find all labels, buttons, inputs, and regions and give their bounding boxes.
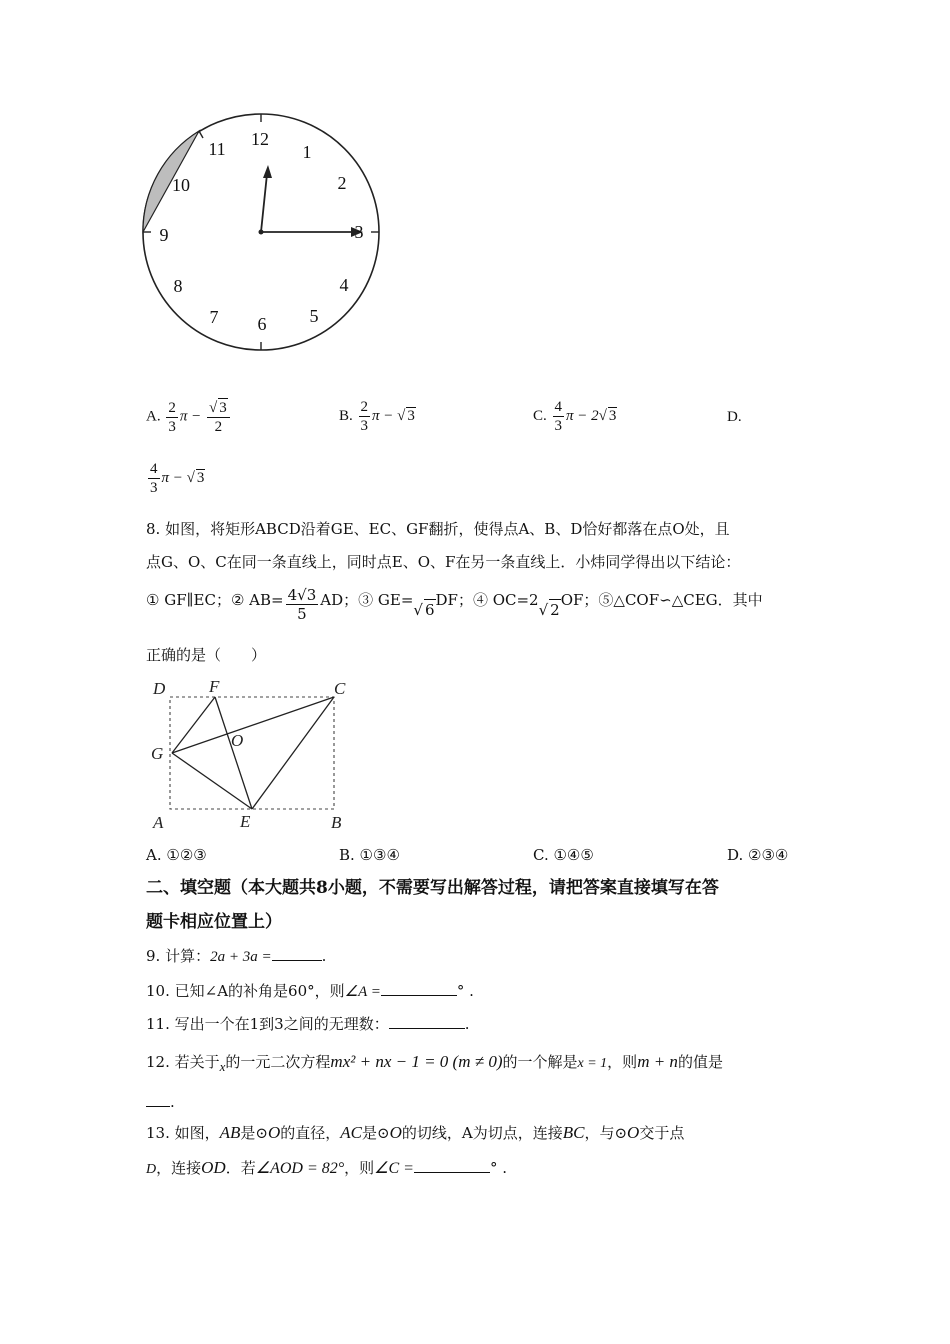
q8-line2: 点G、O、C在同一条直线上，同时点E、O、F在另一条直线上．小炜同学得出以下结论： xyxy=(146,553,741,571)
option-label: C. xyxy=(533,407,547,424)
label-c: C xyxy=(334,679,346,698)
q8-line1: 8. 如图，将矩形ABCD沿着GE、EC、GF翻折，使得点A、B、D恰好都落在点O处，且 xyxy=(146,520,730,538)
option-label: B. xyxy=(339,407,353,424)
clock-num-6: 6 xyxy=(257,314,267,334)
q7-option-d-label: D. xyxy=(727,409,742,425)
q8-line4: 正确的是（ ） xyxy=(146,646,267,664)
clock-figure xyxy=(135,110,387,362)
sqrt-fraction: $\frac{√ 3}{2}$ xyxy=(207,398,230,436)
clock-num-1: 1 xyxy=(302,142,312,162)
clock-num-2: 2 xyxy=(337,173,347,193)
clock-num-7: 7 xyxy=(209,307,219,327)
q8-option-b: B. ①③④ xyxy=(339,846,400,864)
section2-heading-line2: 题卡相应位置上） xyxy=(146,912,282,932)
q12-line2: . xyxy=(146,1092,175,1112)
q7-option-d: $\frac{4}{3}$ π − √ 3 xyxy=(150,461,205,496)
clock-num-8: 8 xyxy=(173,276,183,296)
q13-line2: D，连接OD．若∠AOD = 82°，则∠C = ° . xyxy=(146,1158,508,1177)
fraction: $\frac{4√3}{5}$ xyxy=(287,586,317,623)
rectangle-abcd xyxy=(170,697,334,809)
fraction: $\frac{4}{3}$ xyxy=(554,399,563,434)
sqrt: √ 3 xyxy=(397,407,415,424)
label-o: O xyxy=(231,731,244,750)
q12-line1: 12. 若关于x的一元二次方程mx² + nx − 1 = 0 (m ≠ 0)的一个解是x = 1，则m + n的值是 xyxy=(146,1052,723,1074)
q8-option-c: C. ①④⑤ xyxy=(533,846,594,864)
q7-option-a: A. $\frac{2}{3}$ π − $\frac{√ 3}{2}$ xyxy=(146,398,232,436)
q13-line1: 13. 如图，AB是⊙O的直径，AC是⊙O的切线，A为切点，连接BC，与⊙O交于点 xyxy=(146,1123,685,1142)
q8-option-a: A. ①②③ xyxy=(146,846,207,864)
q13-answer-blank[interactable] xyxy=(414,1158,490,1173)
shaded-segment xyxy=(143,131,199,232)
label-a: A xyxy=(153,813,164,832)
clock-num-11: 11 xyxy=(208,139,226,159)
label-d: D xyxy=(153,679,166,698)
q9-answer-blank[interactable] xyxy=(272,946,322,961)
sqrt: √ 3 xyxy=(186,469,205,486)
q10-answer-blank[interactable] xyxy=(381,981,457,996)
q13-angle: ∠AOD = 82° xyxy=(255,1160,345,1177)
q9: 9. 计算：2a + 3a = . xyxy=(146,947,327,965)
label-e: E xyxy=(240,812,251,831)
sqrt: √ 2 xyxy=(538,601,560,619)
q7-option-c: C. $\frac{4}{3}$ π − 2√ 3 xyxy=(533,399,617,434)
clock-num-4: 4 xyxy=(339,275,349,295)
q12-answer-blank[interactable] xyxy=(146,1092,170,1107)
clock-num-10: 10 xyxy=(172,175,190,195)
q9-expression: 2a + 3a = xyxy=(210,949,272,965)
q12-equation: mx² + nx − 1 = 0 (m ≠ 0) xyxy=(330,1052,503,1071)
fraction: $\frac{2}{3}$ xyxy=(168,399,176,435)
label-f: F xyxy=(209,677,220,696)
sqrt: √ 3 xyxy=(598,407,617,424)
rectangle-figure xyxy=(145,674,360,834)
clock-num-12: 12 xyxy=(251,129,269,149)
q10: 10. 已知∠A的补角是60°，则∠A = ° . xyxy=(146,982,474,1000)
section2-heading-line1: 二、填空题（本大题共8小题，不需要写出解答过程，请把答案直接填写在答 xyxy=(146,878,719,898)
clock-num-9: 9 xyxy=(159,225,169,245)
q10-expression: ∠A = xyxy=(344,984,381,1000)
label-g: G xyxy=(151,744,164,763)
fraction: $\frac{2}{3}$ xyxy=(360,399,369,434)
q11: 11. 写出一个在1到3之间的无理数： . xyxy=(146,1015,470,1033)
label-b: B xyxy=(331,813,342,832)
q11-answer-blank[interactable] xyxy=(389,1014,465,1029)
q8-line3: ① GF∥EC；② AB= $\frac{4√3}{5}$ AD；③ GE=√ 6DF；④ OC=2√ 2OF；⑤△COF∽△CEG．其中 xyxy=(146,586,763,623)
sqrt: √ 6 xyxy=(413,601,435,619)
q7-option-b: B. $\frac{2}{3}$ π − √ 3 xyxy=(339,399,415,434)
option-label: A. xyxy=(146,408,161,425)
hour-hand xyxy=(261,174,267,232)
fraction: $\frac{4}{3}$ xyxy=(150,461,158,496)
clock-num-3: 3 xyxy=(354,222,364,242)
clock-num-5: 5 xyxy=(309,306,319,326)
q8-option-d: D. ②③④ xyxy=(727,846,789,864)
